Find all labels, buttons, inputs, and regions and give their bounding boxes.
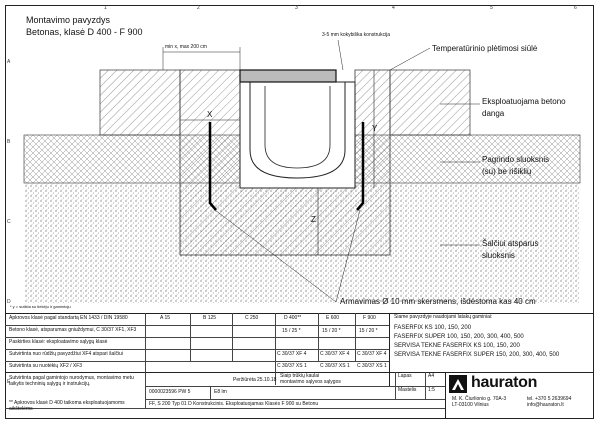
cell-e600-size: 15 / 20 *: [322, 328, 341, 334]
format-label: Lapas: [398, 373, 412, 379]
products-header: Šiame pavyzdyje naudojami latakų gaminiai:: [394, 314, 493, 320]
grid-mark-1: 1: [104, 5, 107, 11]
row-label-4: Sutvirtinta nuo rūdžių pavyzdžiui XF4 atspari šalčiui: [9, 351, 123, 357]
row-label-1: Apkrovos klasė pagal standartą EN 1433 / DIN 19580: [9, 315, 128, 321]
format-value: A4: [428, 373, 435, 379]
side-mark-b: B: [7, 139, 11, 145]
cell-d400-size: 15 / 25 *: [282, 328, 301, 334]
doc-number: 0000023596 PW 5: [149, 389, 191, 395]
desc-line-2: montavimo sąlyvos sąlygos: [280, 379, 341, 385]
grate: [240, 70, 336, 82]
cell-d400-xf4: C 30/37 XF 4: [277, 351, 307, 357]
note-block: Sutvirtinta pagal gamintojo nurodymus, montavimo metu laikytis techninių sąlygų ir instrukcijų.: [9, 375, 134, 387]
class-b125: B 125: [203, 315, 217, 321]
callout-seal: 3-5 mm kokybiška konstrukcija: [322, 32, 391, 38]
address-2: LT-03100 Vilnius: [452, 402, 489, 408]
concrete-left: [100, 70, 180, 135]
product-2: FASERFIX SUPER 100, 150, 200, 300, 400, 500: [394, 334, 524, 340]
dim-z-label: Z: [311, 215, 316, 224]
product-4: SERVISA TEKNE FASERFIX SUPER 150, 200, 300, 400, 500: [394, 352, 560, 358]
revised-date: 25.10.18: [257, 377, 277, 383]
drawing-title: Montavimo pavyzdys: [26, 15, 111, 25]
callout-rebar: Armavimas Ø 10 mm skersmens, išdėstoma kas 40 cm: [340, 297, 536, 306]
row-label-2: Betono klasė, atsparumas gniuždymui, C 30/37 XF1, XF3: [9, 327, 137, 333]
callout-frost-1: Šalčiui atsparus: [482, 239, 539, 248]
callout-frost-2: sluoksnis: [482, 251, 515, 260]
cell-f900-size: 15 / 20 *: [359, 328, 378, 334]
grid-mark-2: 2: [197, 5, 200, 11]
class-a15: A 15: [160, 315, 171, 321]
callout-base-2: (su) be rišiklių: [482, 167, 532, 176]
class-c250: C 250: [245, 315, 259, 321]
dim-x-label: X: [207, 110, 213, 119]
grid-mark-6: 6: [574, 5, 577, 11]
side-mark-e: E: [7, 379, 11, 385]
grid-mark-4: 4: [392, 5, 395, 11]
cell-f900-xs1: C 30/37 XS 1: [357, 363, 387, 369]
row-label-3: Paskirties klasė: eksploatavimo sąlygų klasė: [9, 339, 108, 345]
note-block-2: ** Apkrovos klasė D 400 taikoma eksploatuojamoms aikštelėms: [9, 400, 125, 412]
drawing-subtitle: Betonas, klasė D 400 - F 900: [26, 27, 143, 37]
cell-e600-xf4: C 30/37 XF 4: [320, 351, 350, 357]
cell-e600-xs1: C 30/37 XS 1: [320, 363, 350, 369]
phone: tel. +370 5 2639694: [527, 396, 572, 402]
address-1: M. K. Čiurlionio g. 70A-3: [452, 396, 507, 402]
product-1: FASERFIX KS 100, 150, 200: [394, 325, 472, 331]
class-f900: F 900: [363, 315, 376, 321]
bottom-description: FF, S 200 Typ 01 D Konstrukcinis. Eksploatuojamas Klasės F 900 su Betonu: [149, 401, 319, 407]
cell-d400-xs1: C 30/37 XS 1: [277, 363, 307, 369]
callout-concrete-2: danga: [482, 109, 505, 118]
revised-label: Peržiūrėta: [233, 377, 256, 383]
scale-value: 1:5: [428, 387, 435, 393]
product-3: SERVISA TEKNE FASERFIX KS 100, 150, 200: [394, 343, 520, 349]
footnote: * y = sutikta su tiekėju ir gamintoju: [10, 304, 71, 309]
concrete-right: [390, 70, 470, 135]
dim-top-label: min x, max 200 cm: [165, 44, 207, 50]
cell-f900-xf4: C 30/37 XF 4: [357, 351, 387, 357]
class-e600: E 600: [326, 315, 340, 321]
email: info@hauraton.lt: [527, 402, 564, 408]
side-mark-c: C: [7, 219, 11, 225]
class-d400: D 400**: [284, 315, 302, 321]
side-mark-d: D: [7, 299, 11, 305]
grid-mark-5: 5: [490, 5, 493, 11]
callout-base-1: Pagrindo sluoksnis: [482, 155, 550, 164]
grid-mark-3: 3: [295, 5, 298, 11]
dim-y-label: Y: [372, 124, 378, 133]
hauraton-logo: [449, 374, 591, 394]
row-label-5: Sutvirtinta su nuotėkių XF2 / XF3: [9, 363, 83, 369]
callout-joint: Temperatūrinio plėtimosi siūlė: [432, 44, 538, 53]
brand-name: hauraton: [471, 374, 538, 391]
callout-concrete-1: Eksploatuojama betono: [482, 97, 566, 106]
scale-label: Mastelis: [398, 387, 417, 393]
side-mark-a: A: [7, 59, 11, 65]
doc-code: E8 lm: [214, 389, 227, 395]
logo-mark-icon: [449, 375, 469, 395]
desc-line-1: Šiaip trūkių kaulai: [280, 373, 320, 379]
